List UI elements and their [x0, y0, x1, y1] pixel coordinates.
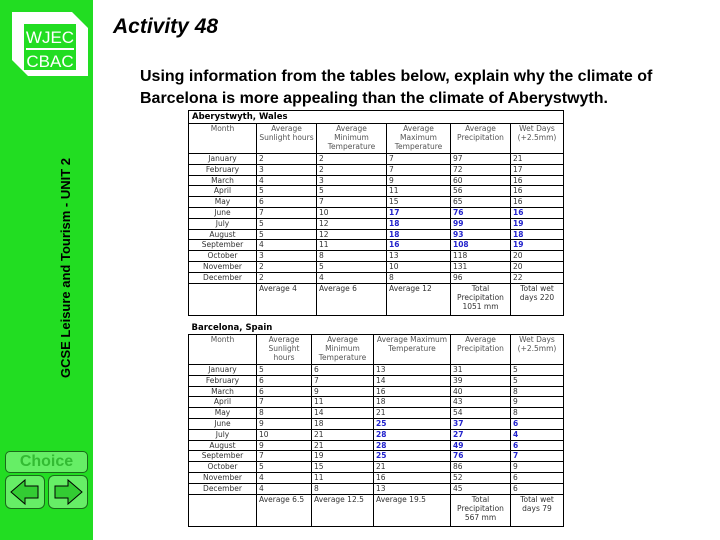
table-cell: 8	[312, 483, 374, 494]
column-header: Average Precipitation	[451, 335, 511, 365]
previous-button[interactable]	[5, 475, 45, 509]
table-cell: 7	[257, 451, 312, 462]
table-cell: 12	[317, 229, 387, 240]
table-cell: 9	[257, 440, 312, 451]
table-cell: 25	[374, 418, 451, 429]
summary-cell: Average 4	[257, 283, 317, 315]
table-row	[189, 229, 564, 240]
table-cell: 9	[511, 397, 564, 408]
table-cell: 21	[511, 154, 564, 165]
table-header-row	[189, 124, 564, 154]
column-header: Average Minimum Temperature	[312, 335, 374, 365]
table-cell: 6	[257, 197, 317, 208]
table-cell: 5	[317, 261, 387, 272]
column-header: Wet Days (+2.5mm)	[511, 335, 564, 365]
table-cell: 8	[317, 251, 387, 262]
summary-cell: Average 12.5	[312, 494, 374, 526]
table-cell: 20	[511, 261, 564, 272]
table-cell: 10	[387, 261, 451, 272]
table-row	[189, 451, 564, 462]
table-row	[189, 472, 564, 483]
table-row	[189, 397, 564, 408]
column-header: Average Maximum Temperature	[374, 335, 451, 365]
column-header: Average Sunlight hours	[257, 335, 312, 365]
table-cell: 99	[451, 218, 511, 229]
svg-text:CBAC: CBAC	[26, 52, 74, 71]
aberystwyth-climate-table	[188, 110, 564, 316]
table-cell: 5	[511, 375, 564, 386]
table-cell: 27	[451, 429, 511, 440]
table-cell: 16	[374, 386, 451, 397]
table-cell: 5	[257, 365, 312, 376]
table-row	[189, 154, 564, 165]
table-cell: 6	[511, 418, 564, 429]
table-cell: December	[189, 272, 257, 283]
table-cell: 56	[451, 186, 511, 197]
table-cell: 13	[387, 251, 451, 262]
table-header-row	[189, 335, 564, 365]
table-cell: 19	[511, 218, 564, 229]
table-cell: 19	[312, 451, 374, 462]
table-cell: 7	[257, 397, 312, 408]
table-row	[189, 408, 564, 419]
table-cell: 16	[511, 197, 564, 208]
table-cell: 18	[511, 229, 564, 240]
table-cell: 5	[257, 186, 317, 197]
svg-text:WJEC: WJEC	[25, 28, 75, 47]
table-cell: 6	[511, 440, 564, 451]
table-cell: 25	[374, 451, 451, 462]
table-row	[189, 386, 564, 397]
table-cell: 9	[312, 386, 374, 397]
summary-cell: Total wet days 220	[511, 283, 564, 315]
table-cell: 8	[511, 408, 564, 419]
table-cell: 52	[451, 472, 511, 483]
table-cell: 49	[451, 440, 511, 451]
table-cell: 11	[312, 472, 374, 483]
table-row	[189, 440, 564, 451]
table-cell: 9	[257, 418, 312, 429]
table-cell: 60	[451, 175, 511, 186]
table-cell: 14	[374, 375, 451, 386]
table-cell: 3	[257, 251, 317, 262]
table-cell: 97	[451, 154, 511, 165]
table-cell: 2	[257, 272, 317, 283]
table-cell: 4	[257, 175, 317, 186]
table-cell: 6	[257, 375, 312, 386]
table-footer-row	[189, 283, 564, 315]
table-cell: 7	[511, 451, 564, 462]
table-cell: 9	[511, 462, 564, 473]
column-header: Month	[189, 124, 257, 154]
table-cell: 11	[317, 240, 387, 251]
barcelona-climate-table	[188, 322, 564, 527]
table-cell: December	[189, 483, 257, 494]
table-row	[189, 375, 564, 386]
table-row	[189, 261, 564, 272]
choice-button[interactable]: Choice	[5, 451, 88, 473]
table-cell: 45	[451, 483, 511, 494]
arrow-right-icon	[49, 476, 87, 508]
table-cell: April	[189, 186, 257, 197]
table-caption: Barcelona, Spain	[191, 323, 273, 333]
table-row	[189, 418, 564, 429]
summary-cell: Total Precipitation 567 mm	[451, 494, 511, 526]
column-header: Wet Days (+2.5mm)	[511, 124, 564, 154]
table-cell: 5	[511, 365, 564, 376]
summary-cell	[189, 494, 257, 526]
table-cell: 37	[451, 418, 511, 429]
table-cell: 76	[451, 207, 511, 218]
table-cell: 10	[317, 207, 387, 218]
table-cell: 39	[451, 375, 511, 386]
table-cell: November	[189, 472, 257, 483]
table-caption: Aberystwyth, Wales	[189, 111, 564, 124]
table-cell: 5	[257, 229, 317, 240]
table-cell: 6	[312, 365, 374, 376]
table-cell: October	[189, 251, 257, 262]
table-cell: April	[189, 397, 257, 408]
table-cell: 21	[374, 408, 451, 419]
table-cell: 118	[451, 251, 511, 262]
table-cell: 76	[451, 451, 511, 462]
table-cell: 8	[387, 272, 451, 283]
column-header: Month	[189, 335, 257, 365]
table-cell: February	[189, 375, 257, 386]
next-button[interactable]	[48, 475, 88, 509]
table-cell: 11	[312, 397, 374, 408]
table-cell: 6	[511, 472, 564, 483]
table-cell: 15	[387, 197, 451, 208]
table-cell: May	[189, 408, 257, 419]
column-header: Average Sunlight hours	[257, 124, 317, 154]
table-cell: 8	[257, 408, 312, 419]
table-cell: 17	[387, 207, 451, 218]
table-cell: 93	[451, 229, 511, 240]
table-cell: July	[189, 429, 257, 440]
column-header: Average Maximum Temperature	[387, 124, 451, 154]
summary-cell: Average 12	[387, 283, 451, 315]
table-cell: 5	[257, 218, 317, 229]
table-row	[189, 429, 564, 440]
table-cell: 4	[257, 240, 317, 251]
table-cell: 15	[312, 462, 374, 473]
table-cell: 16	[511, 186, 564, 197]
table-cell: 5	[317, 186, 387, 197]
table-cell: 3	[317, 175, 387, 186]
summary-cell: Total wet days 79	[511, 494, 564, 526]
table-cell: 131	[451, 261, 511, 272]
table-cell: January	[189, 154, 257, 165]
table-cell: 18	[387, 229, 451, 240]
table-cell: 31	[451, 365, 511, 376]
table-cell: 12	[317, 218, 387, 229]
table-cell: 16	[511, 207, 564, 218]
table-cell: 2	[257, 261, 317, 272]
table-cell: 14	[312, 408, 374, 419]
table-cell: March	[189, 175, 257, 186]
table-cell: 2	[317, 154, 387, 165]
table-cell: 4	[317, 272, 387, 283]
course-title-vertical: GCSE Leisure and Tourism - UNIT 2	[58, 157, 73, 379]
table-cell: 7	[387, 154, 451, 165]
summary-cell: Average 6.5	[257, 494, 312, 526]
table-cell: 4	[257, 483, 312, 494]
table-cell: 8	[511, 386, 564, 397]
table-row	[189, 186, 564, 197]
table-cell: 96	[451, 272, 511, 283]
table-cell: August	[189, 440, 257, 451]
table-cell: November	[189, 261, 257, 272]
table-cell: 18	[387, 218, 451, 229]
table-cell: June	[189, 207, 257, 218]
table-cell: 6	[511, 483, 564, 494]
table-cell: 28	[374, 429, 451, 440]
table-cell: 20	[511, 251, 564, 262]
summary-cell: Total Precipitation 1051 mm	[451, 283, 511, 315]
table-cell: 11	[387, 186, 451, 197]
table-row	[189, 175, 564, 186]
table-cell: 2	[317, 164, 387, 175]
table-cell: September	[189, 451, 257, 462]
page-title: Activity 48	[113, 15, 219, 38]
table-cell: 7	[312, 375, 374, 386]
table-cell: 4	[511, 429, 564, 440]
table-cell: 2	[257, 154, 317, 165]
table-cell: 13	[374, 365, 451, 376]
table-cell: January	[189, 365, 257, 376]
table-cell: 19	[511, 240, 564, 251]
table-cell: 4	[257, 472, 312, 483]
table-cell: 10	[257, 429, 312, 440]
table-row	[189, 218, 564, 229]
table-cell: 43	[451, 397, 511, 408]
table-cell: September	[189, 240, 257, 251]
table-cell: 7	[387, 164, 451, 175]
summary-cell	[189, 283, 257, 315]
table-cell: 86	[451, 462, 511, 473]
table-cell: 21	[312, 429, 374, 440]
instruction-text: Using information from the tables below, explain why the climate of Barcelona is more appealing than the climate of Aberystwyth.	[140, 68, 653, 107]
table-row	[189, 365, 564, 376]
summary-cell: Average 6	[317, 283, 387, 315]
table-cell: February	[189, 164, 257, 175]
table-cell: 6	[257, 386, 312, 397]
table-cell: 108	[451, 240, 511, 251]
table-cell: 18	[374, 397, 451, 408]
table-row	[189, 164, 564, 175]
table-row	[189, 272, 564, 283]
arrow-left-icon	[6, 476, 44, 508]
table-cell: 28	[374, 440, 451, 451]
table-cell: 13	[374, 483, 451, 494]
table-cell: August	[189, 229, 257, 240]
table-cell: 5	[257, 462, 312, 473]
sidebar	[0, 0, 93, 540]
table-cell: 18	[312, 418, 374, 429]
table-cell: June	[189, 418, 257, 429]
table-cell: 16	[387, 240, 451, 251]
table-cell: October	[189, 462, 257, 473]
table-cell: 7	[317, 197, 387, 208]
table-cell: 21	[312, 440, 374, 451]
table-row	[189, 462, 564, 473]
table-row	[189, 251, 564, 262]
table-cell: March	[189, 386, 257, 397]
table-row	[189, 240, 564, 251]
table-cell: 7	[257, 207, 317, 218]
table-cell: 22	[511, 272, 564, 283]
table-cell: 21	[374, 462, 451, 473]
table-cell: 3	[257, 164, 317, 175]
table-cell: 65	[451, 197, 511, 208]
table-footer-row	[189, 494, 564, 526]
table-row	[189, 207, 564, 218]
table-cell: 54	[451, 408, 511, 419]
table-cell: 16	[511, 175, 564, 186]
wjec-cbac-logo	[10, 10, 90, 78]
table-cell: 16	[374, 472, 451, 483]
table-cell: 17	[511, 164, 564, 175]
table-cell: May	[189, 197, 257, 208]
table-cell: 40	[451, 386, 511, 397]
table-cell: 72	[451, 164, 511, 175]
column-header: Average Precipitation	[451, 124, 511, 154]
table-row	[189, 483, 564, 494]
table-cell: July	[189, 218, 257, 229]
table-cell: 9	[387, 175, 451, 186]
summary-cell: Average 19.5	[374, 494, 451, 526]
table-row	[189, 197, 564, 208]
column-header: Average Minimum Temperature	[317, 124, 387, 154]
